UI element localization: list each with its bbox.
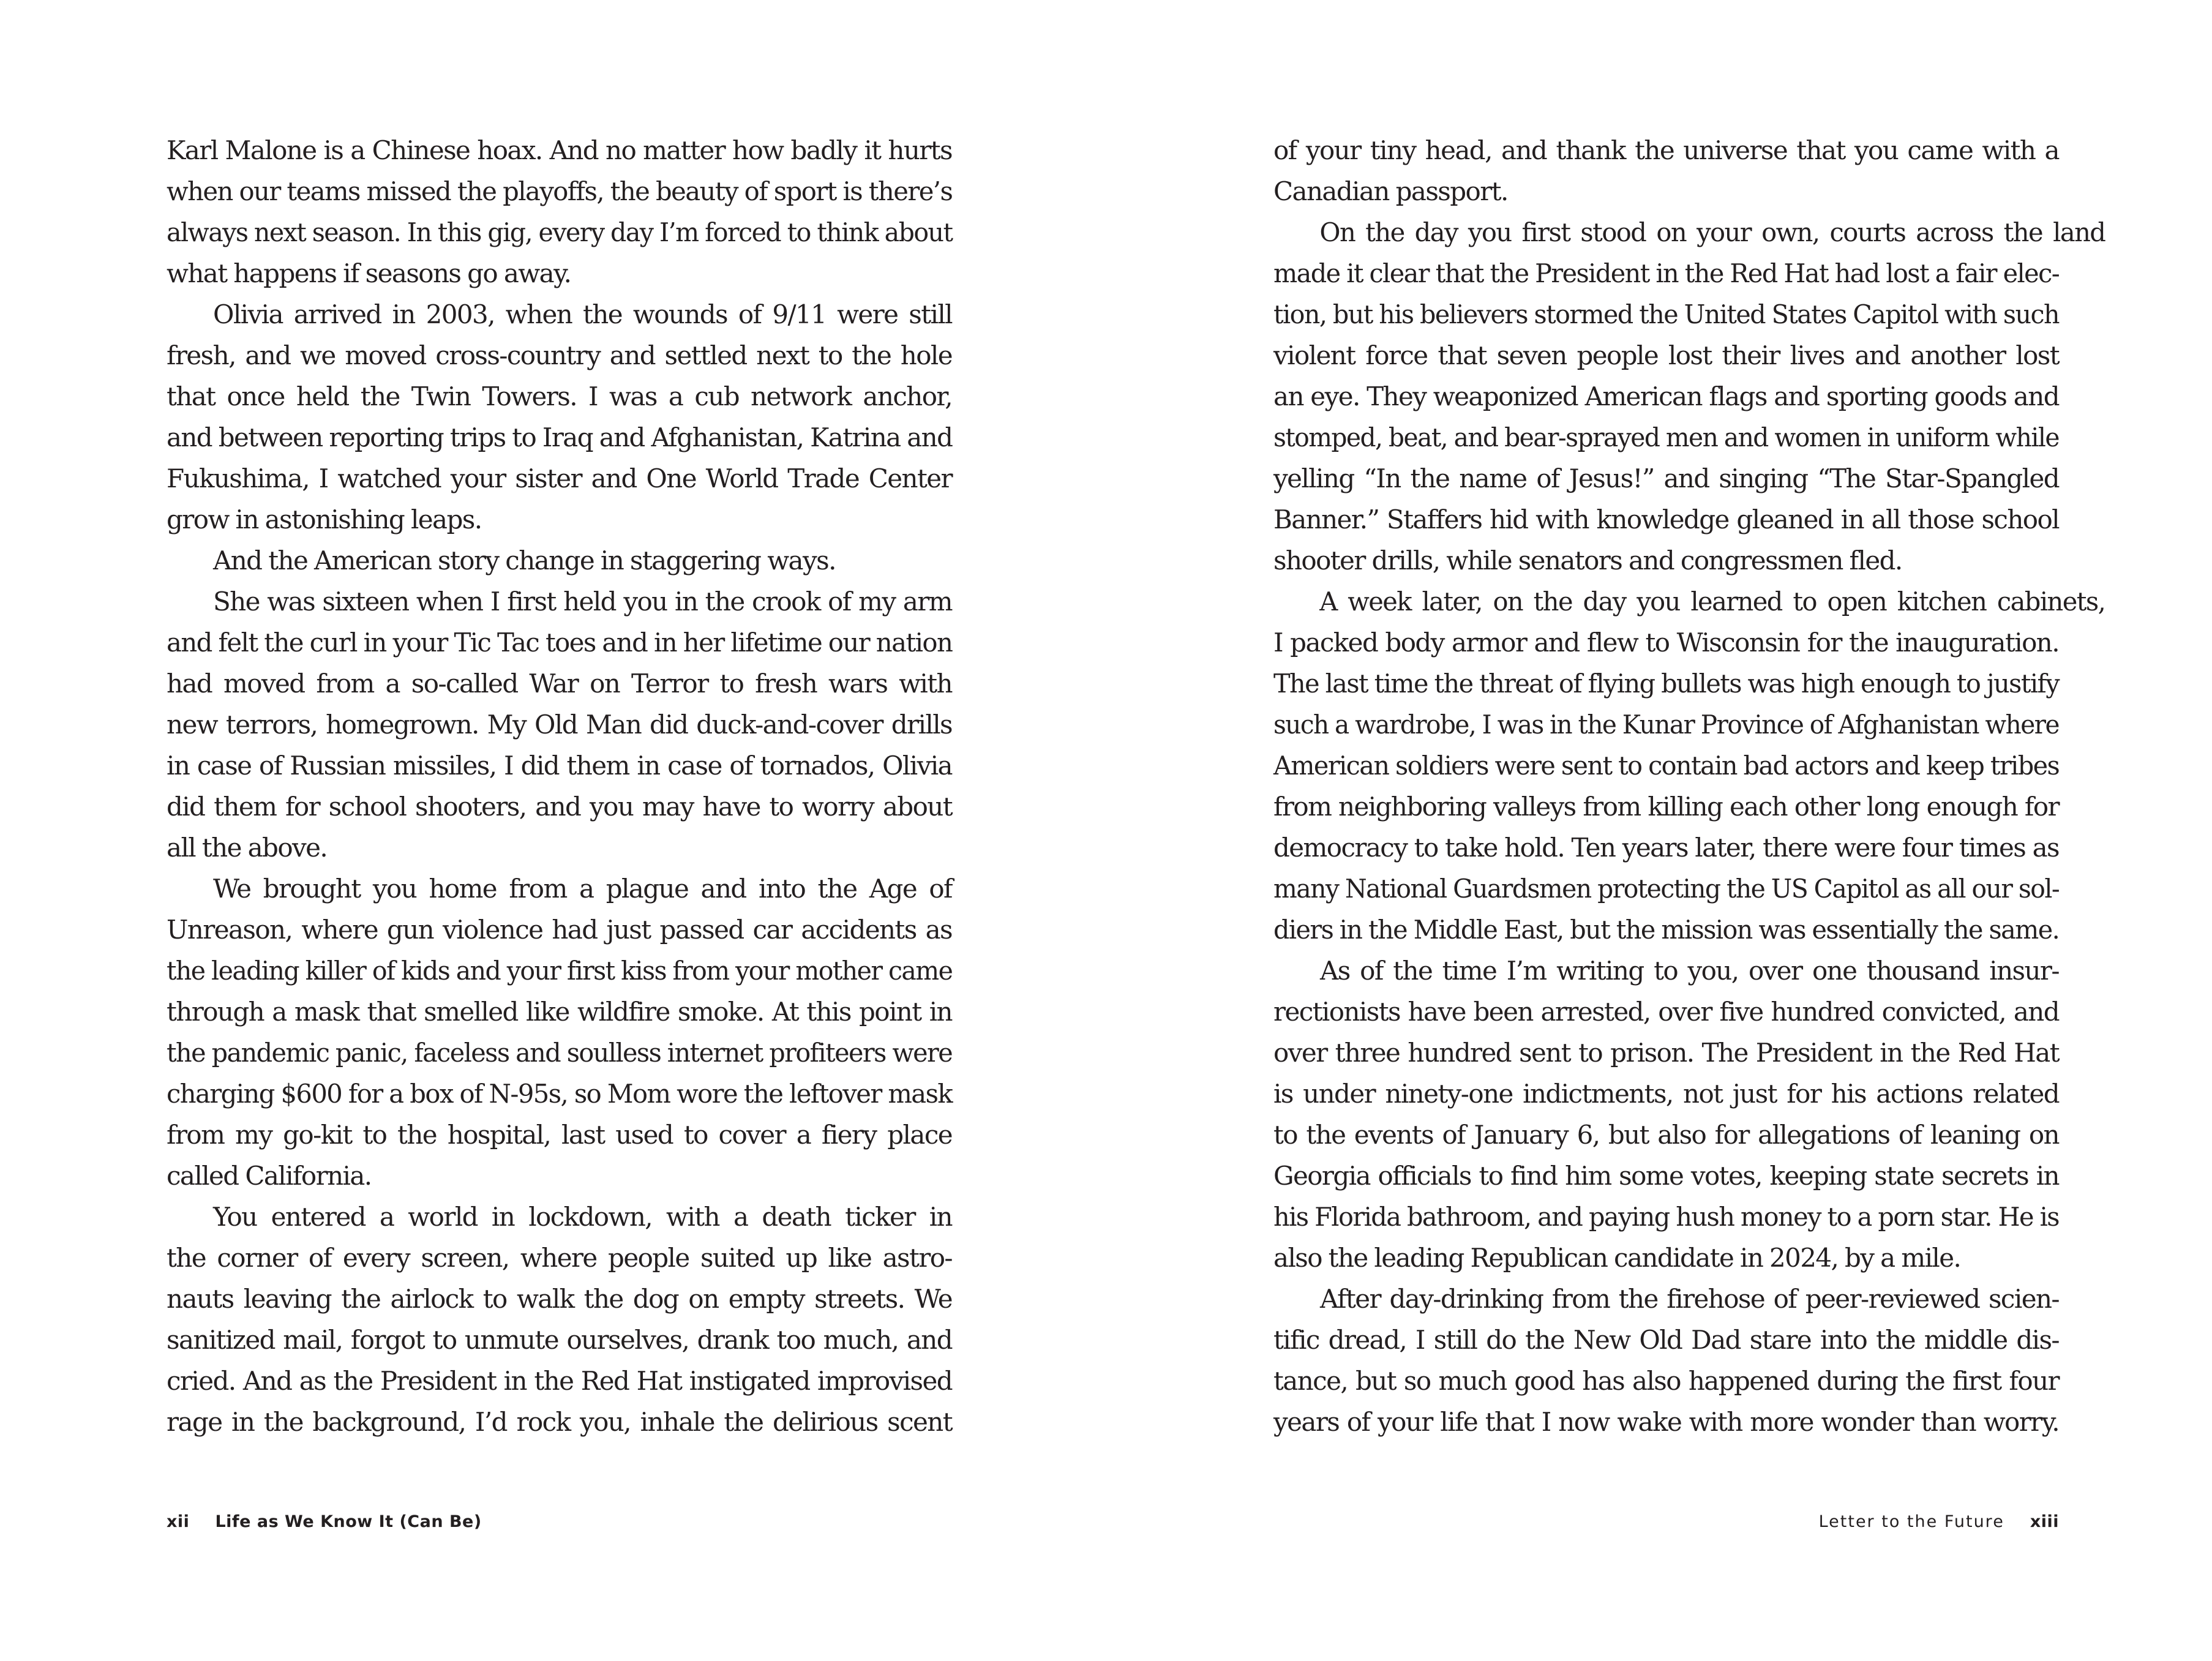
- text-line: the pandemic panic, faceless and soulless internet profiteers were: [167, 1038, 953, 1068]
- text-line: had moved from a so-called War on Terror to fresh wars with: [167, 669, 952, 699]
- text-line: new terrors, homegrown. My Old Man did duck-and-cover drills: [167, 710, 952, 740]
- running-head-chapter-title: Letter to the Future: [1818, 1512, 2004, 1531]
- text-line: in case of Russian missiles, I did them in case of tornados, Olivia: [167, 751, 952, 781]
- text-line: I packed body armor and flew to Wisconsin for the inauguration.: [1273, 628, 2059, 658]
- text-line: yelling “In the name of Jesus!” and singing “The Star-Spangled: [1273, 463, 2059, 493]
- text-line: is under ninety-one indictments, not just for his actions related: [1273, 1079, 2059, 1109]
- text-line: tance, but so much good has also happened during the first four: [1273, 1366, 2059, 1396]
- text-line: diers in the Middle East, but the mission was essentially the same.: [1273, 915, 2060, 945]
- text-line: charging $600 for a box of N-95s, so Mom wore the leftover mask: [167, 1079, 953, 1109]
- right-page: [1106, 0, 2212, 1661]
- text-line: fresh, and we moved cross-country and settled next to the hole: [167, 340, 952, 370]
- text-line: through a mask that smelled like wildfire smoke. At this point in: [167, 997, 952, 1027]
- text-line: rage in the background, I’d rock you, inhale the delirious scent: [167, 1407, 952, 1437]
- text-line: what happens if seasons go away.: [167, 258, 571, 288]
- text-line: cried. And as the President in the Red Hat instigated improvised: [167, 1366, 952, 1396]
- text-line: Canadian passport.: [1273, 176, 1508, 206]
- text-line: After day-drinking from the firehose of peer-reviewed scien-: [1320, 1284, 2059, 1314]
- text-line: called California.: [167, 1161, 372, 1191]
- text-line: of your tiny head, and thank the universe that you came with a: [1273, 135, 2059, 165]
- text-line: always next season. In this gig, every day I’m forced to think about: [167, 217, 953, 247]
- text-line: American soldiers were sent to contain bad actors and keep tribes: [1273, 751, 2060, 781]
- text-line: We brought you home from a plague and into the Age of: [213, 874, 952, 904]
- text-line: violent force that seven people lost their lives and another lost: [1273, 340, 2059, 370]
- text-line: also the leading Republican candidate in 2024, by a mile.: [1273, 1243, 1961, 1273]
- text-line: and felt the curl in your Tic Tac toes and in her lifetime our nation: [167, 628, 953, 658]
- text-line: the corner of every screen, where people suited up like astro-: [167, 1243, 952, 1273]
- text-line: stomped, beat, and bear-sprayed men and women in uniform while: [1273, 422, 2059, 452]
- text-line: She was sixteen when I first held you in the crook of my arm: [213, 587, 952, 617]
- text-line: his Florida bathroom, and paying hush money to a porn star. He is: [1273, 1202, 2059, 1232]
- text-line: rectionists have been arrested, over five hundred convicted, and: [1273, 997, 2059, 1027]
- text-line: and between reporting trips to Iraq and Afghanistan, Katrina and: [167, 422, 953, 452]
- left-page-body-text: [167, 130, 952, 1442]
- text-line: Karl Malone is a Chinese hoax. And no matter how badly it hurts: [167, 135, 952, 165]
- page-number: xiii: [2030, 1512, 2059, 1531]
- text-line: when our teams missed the playoffs, the beauty of sport is there’s: [167, 176, 953, 206]
- text-line: made it clear that the President in the Red Hat had lost a fair elec-: [1273, 258, 2060, 288]
- text-line: many National Guardsmen protecting the US Capitol as all our sol-: [1273, 874, 2060, 904]
- text-line: democracy to take hold. Ten years later, there were four times as: [1273, 833, 2059, 863]
- text-line: The last time the threat of flying bullets was high enough to justify: [1273, 669, 2060, 699]
- page-number: xii: [167, 1512, 190, 1531]
- text-line: all the above.: [167, 833, 328, 863]
- text-line: from my go-kit to the hospital, last used to cover a fiery place: [167, 1120, 952, 1150]
- text-line: On the day you first stood on your own, courts across the land: [1319, 217, 2105, 247]
- text-line: As of the time I’m writing to you, over one thousand insur-: [1320, 956, 2059, 986]
- text-line: over three hundred sent to prison. The President in the Red Hat: [1273, 1038, 2059, 1068]
- running-head-book-title: Life as We Know It (Can Be): [215, 1512, 482, 1531]
- text-line: shooter drills, while senators and congressmen fled.: [1273, 546, 1902, 576]
- right-page-body-text: [1273, 130, 2105, 1442]
- text-line: tion, but his believers stormed the United States Capitol with such: [1273, 299, 2059, 329]
- text-line: tific dread, I still do the New Old Dad stare into the middle dis-: [1273, 1325, 2059, 1355]
- text-line: Olivia arrived in 2003, when the wounds of 9/11 were still: [213, 299, 952, 329]
- text-line: And the American story change in staggering ways.: [213, 546, 836, 576]
- text-line: the leading killer of kids and your first kiss from your mother came: [167, 956, 953, 986]
- text-line: nauts leaving the airlock to walk the dog on empty streets. We: [167, 1284, 952, 1314]
- right-page-footer: [1819, 1512, 2059, 1531]
- text-line: You entered a world in lockdown, with a death ticker in: [213, 1202, 952, 1232]
- text-line: years of your life that I now wake with more wonder than worry.: [1273, 1407, 2059, 1437]
- text-line: that once held the Twin Towers. I was a cub network anchor,: [167, 381, 952, 411]
- text-line: from neighboring valleys from killing each other long enough for: [1273, 792, 2059, 822]
- text-line: did them for school shooters, and you may have to worry about: [167, 792, 952, 822]
- text-line: Fukushima, I watched your sister and One World Trade Center: [167, 463, 952, 493]
- text-line: grow in astonishing leaps.: [167, 504, 482, 534]
- text-line: Banner.” Staffers hid with knowledge gleaned in all those school: [1273, 504, 2059, 534]
- text-line: A week later, on the day you learned to open kitchen cabinets,: [1319, 587, 2105, 617]
- text-line: Unreason, where gun violence had just passed car accidents as: [167, 915, 952, 945]
- left-page-footer: [167, 1512, 482, 1531]
- text-line: Georgia officials to find him some votes, keeping state secrets in: [1273, 1161, 2059, 1191]
- text-line: an eye. They weaponized American flags and sporting goods and: [1273, 381, 2059, 411]
- text-line: sanitized mail, forgot to unmute ourselves, drank too much, and: [167, 1325, 952, 1355]
- text-line: such a wardrobe, I was in the Kunar Province of Afghanistan where: [1273, 710, 2059, 740]
- text-line: to the events of January 6, but also for allegations of leaning on: [1273, 1120, 2059, 1150]
